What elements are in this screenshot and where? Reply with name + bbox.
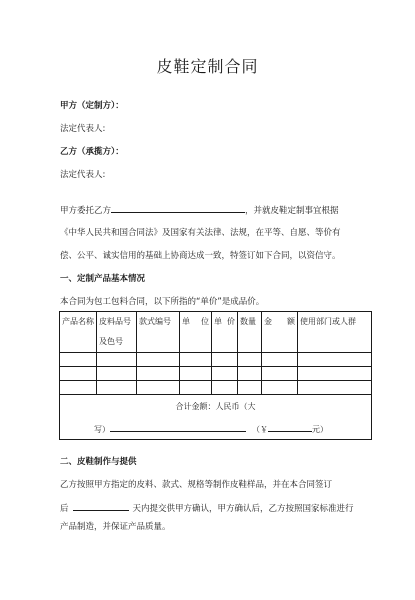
days-blank — [73, 501, 129, 511]
total-line-1: 合计金额：人民币（大 — [175, 402, 256, 411]
section-1-heading: 一、定制产品基本情况 — [60, 274, 146, 284]
document-title: 皮鞋定制合同 — [156, 57, 259, 76]
entrust-blank — [111, 203, 245, 213]
section-2-heading: 二、皮鞋制作与提供 — [60, 457, 137, 467]
table-row — [60, 353, 372, 367]
table-row — [60, 381, 372, 395]
header-unit: 单 位 — [180, 312, 212, 353]
para1-suffix: ，并就皮鞋定制事宜根据 — [245, 206, 339, 216]
total-words-blank — [110, 422, 246, 432]
paragraph-1-line-1 — [60, 203, 339, 216]
table-row — [60, 367, 372, 381]
section-2-line-2: 后 天内提交供甲方确认，甲方确认后，乙方按照国家标准进行 — [60, 501, 354, 514]
total-amount-cell — [60, 395, 372, 440]
section-2-line-3: 产品制造，并保证产品质量。 — [60, 522, 171, 532]
section-1-text: 本合同为包工包料合同，以下所指的“单价”是成品价。 — [60, 297, 265, 307]
paragraph-1-line-2: 《中华人民共和国合同法》及国家有关法律、法规，在平等、自愿、等价有 — [60, 228, 341, 238]
party-b-representative: 法定代表人: — [60, 170, 106, 180]
party-b-label: 乙方（承揽方）： — [60, 147, 124, 157]
header-unit-price: 单 价 — [212, 312, 238, 353]
header-quantity: 数量 — [238, 312, 262, 353]
header-product-name: 产品名称 — [60, 312, 97, 353]
header-style-number: 款式编号 — [137, 312, 180, 353]
header-leather-code: 皮料品号 及色号 — [97, 312, 137, 353]
total-line-2: 写） （￥ 元） — [60, 412, 371, 435]
table-header-row — [60, 312, 372, 353]
party-a-representative: 法定代表人: — [60, 124, 106, 134]
party-a-label: 甲方（定制方）： — [60, 101, 124, 111]
total-number-blank — [268, 422, 312, 432]
table-total-row — [60, 395, 372, 440]
header-amount: 金 额 — [262, 312, 298, 353]
section-2-line-1: 乙方按照甲方指定的皮料、款式、规格等制作皮鞋样品，并在本合同签订 — [60, 480, 333, 490]
header-department: 使用部门或人群 — [298, 312, 372, 353]
para1-prefix: 甲方委托乙方 — [60, 206, 112, 216]
paragraph-1-line-3: 偿、公平、诚实信用的基础上协商达成一致，特签订如下合同，以资信守。 — [60, 251, 341, 261]
product-table — [59, 311, 372, 440]
